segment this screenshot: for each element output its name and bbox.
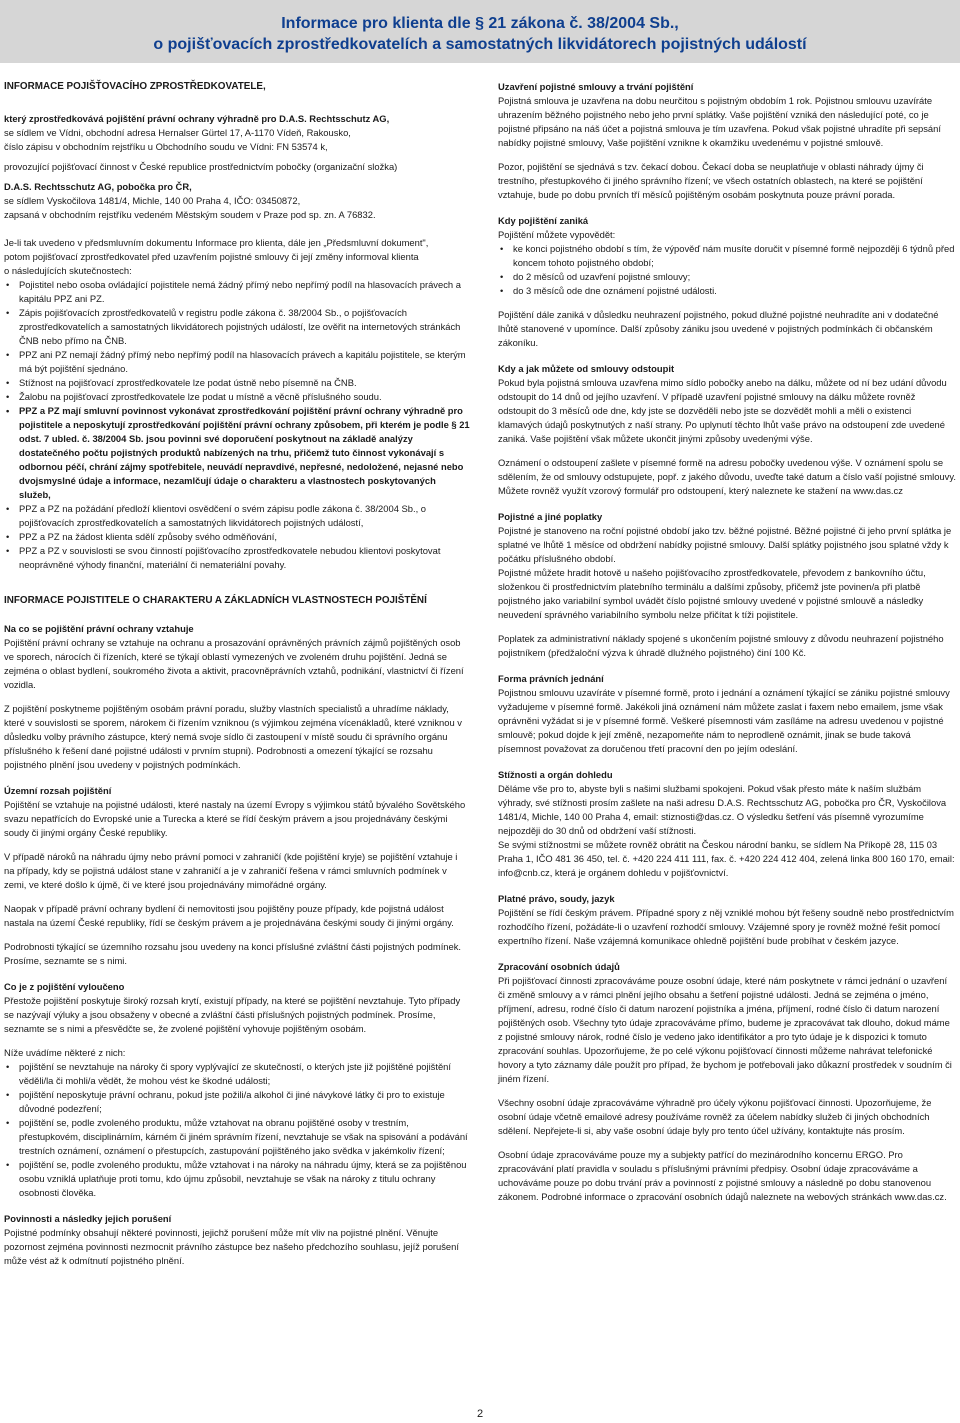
intro-line: Je-li tak uvedeno v předsmluvním dokumentu Informace pro klienta, dále jen „Předsmluvní dokument",	[4, 237, 429, 248]
paragraph: Oznámení o odstoupení zašlete v písemné formě na adresu pobočky uvedenou výše. V oznámení spolu se sdělením, že od smlouvy odstupujete, popř. z jakého důvodu, uveďte také datum a číslo vaší pojistné smlouvy. Můžete rovněž využít vzorový formulář pro odstoupení, který naleznete ke stažení na www.das.cz	[498, 457, 956, 496]
paragraph: Pojistné můžete hradit hotově u našeho pojišťovacího zprostředkovatele, převodem z bankovního účtu, složenkou či prostřednictvím platebního terminálu a dalšími způsoby, přičemž jste povinen/a při platbě pojistného jako variabilní symbol uvádět číslo pojistné smlouvy uvedené v pojistné smlouvě a následky neuvedení správného variabilního symbolu nelze přičítat k tíži pojistitele.	[498, 567, 926, 620]
policy-heading: INFORMACE POJISTITELE O CHARAKTERU A ZÁKLADNÍCH VLASTNOSTECH POJIŠTĚNÍ	[4, 595, 427, 606]
what-heading: Na co se pojištění právní ochrany vztahuje	[4, 623, 194, 634]
insurer-line: provozující pojišťovací činnost v České republice prostřednictvím pobočky (organizační složka)	[4, 161, 398, 172]
paragraph: V případě nároků na náhradu újmy nebo právní pomoci v zahraničí (kde pojištění kryje) se pojištění vztahuje i na případy, kdy se pojistná událost stane v zahraničí a je v zahraničí řešena v rámci smluvních podmínek v zemi, ve které došlo k újmě, či ve které jsou projednávány mimořádné orgány.	[4, 851, 458, 890]
list-item: • Pojistitel nebo osoba ovládající pojistitele nemá žádný přímý nebo nepřímý podíl na hlasovacích právech a kapitálu PPZ ani PZ.	[4, 278, 470, 306]
paragraph: Pojistná smlouva je uzavřena na dobu neurčitou s pojistným obdobím 1 rok. Pojistnou smlouvu uzavíráte uhrazením běžného pojistného nebo jeho první splátky. Vaše pojištění vzniká den následující poté, co je pojistné připsáno na náš účet a pojistná smlouva je tím uzavřena. Pokud však pojistné uhradíte při sepsání nabídky pojistné smlouvy, Vaše pojištění vznikne k okamžiku uvedenému v pojistné smlouvě.	[498, 95, 941, 148]
complaints-heading: Stížnosti a orgán dohledu	[498, 769, 613, 780]
list-item: • PPZ a PZ na žádost klienta sdělí způsoby svého odměňování,	[4, 530, 470, 544]
paragraph: Přestože pojištění poskytuje široký rozsah krytí, existují případy, na které se pojištění nevztahuje. Tyto případy se nazývají výluky a jsou obsaženy v obecné a zvláštní části příslušných pojistných podmínek. Prosíme, seznamte se s nimi a přesvědčte se, že zvolené pojištění vyhovuje pojištěným osobám.	[4, 995, 461, 1034]
paragraph: Pozor, pojištění se sjednává s tzv. čekací dobou. Čekací doba se neuplatňuje v oblasti náhrady újmy či trestního, přestupkového či jiného správního řízení; ve všech ostatních oblastech, na které se pojištění vztahuje, bude po dobu prvních tří měsíců pojištěným osobám poskytnuta pouze právní porada.	[498, 161, 924, 200]
list-item: • ke konci pojistného období s tím, že výpověď nám musíte doručit v písemné formě nejpozději 6 týdnů před koncem tohoto pojistného období;	[498, 242, 956, 270]
insurer-subheading: který zprostředkovává pojištění právní ochrany výhradně pro D.A.S. Rechtsschutz AG,	[4, 113, 390, 124]
document-title-line2: o pojišťovacích zprostředkovatelích a samostatných likvidátorech pojistných událostí	[153, 36, 807, 53]
left-column	[4, 80, 470, 1268]
paragraph: Pojistné je stanoveno na roční pojistné období jako tzv. běžné pojistné. Běžné pojistné či jeho první splátka je splatné ve lhůtě 1 měsíce od obdržení nabídky pojistné smlouvy. Další splátky pojistného jsou splatné vždy k počátku příslušného období.	[498, 525, 952, 564]
paragraph: Podrobnosti týkající se územního rozsahu jsou uvedeny na konci příslušné zvláštní části pojistných podmínek. Prosíme, seznamte se s nimi.	[4, 941, 462, 966]
end-heading: Kdy pojištění zaniká	[498, 215, 589, 226]
list-item: • pojištění se nevztahuje na nároky či spory vyplývající ze skutečností, o kterých jste již pojištěné pojištění věděli/la či mohli/a vědět, že mohou vést ke škodné události;	[4, 1060, 470, 1088]
examples-intro: Níže uvádíme některé z nich:	[4, 1047, 126, 1058]
excluded-heading: Co je z pojištění vyloučeno	[4, 981, 125, 992]
paragraph: Pojištění dále zaniká v důsledku neuhrazení pojistného, pokud dlužné pojistné neuhradíte ani v dodatečné lhůtě stanovené v upomínce. Další způsoby zániku jsou uvedené v pojistných podmínkách či občanském zákoníku.	[498, 309, 939, 348]
end-list	[498, 242, 956, 298]
list-item: • do 2 měsíců od uzavření pojistné smlouvy;	[498, 270, 956, 284]
examples-list	[4, 1060, 470, 1200]
list-item: • Stížnost na pojišťovací zprostředkovatele lze podat ústně nebo písemně na ČNB.	[4, 376, 470, 390]
paragraph: Z pojištění poskytneme pojištěným osobám právní poradu, služby vlastních specialistů a uhradíme náklady, které v souvislosti se sporem, nárokem či řízením vzniknou (s výjimkou zejména vícenákladů, které vzniknou v důsledku volby právního zástupce, který nemá svoje sídlo či zastoupení v místě soudu či správního orgánu příslušného k řešení dané pojistné události v prvním stupni). Podrobnosti a omezení týkající se rozsahu pojistného plnění jsou uvedeny v pojistných podmínkách.	[4, 703, 462, 770]
paragraph: Pojištění se vztahuje na pojistné události, které nastaly na území Evropy s výjimkou států bývalého Sovětského svazu nepatřících do Evropské unie a Turecka a které se řídí českým právem a jsou projednávány českými soudy či jinými orgány České republiky.	[4, 799, 466, 838]
list-item: • pojištění se, podle zvoleného produktu, může vztahovat na obranu pojištěné osoby v trestním, přestupkovém, disciplinárním, kárném či jiném správním řízení, nevztahuje se však na spisování a podávání trestních oznámení, oznámení o přestupcích, zastupování pojištěného jako svědka v jakémkoliv řízení;	[4, 1116, 470, 1158]
right-column	[498, 80, 956, 1204]
law-heading: Platné právo, soudy, jazyk	[498, 893, 615, 904]
branch-line: zapsaná v obchodním rejstříku vedeném Městským soudem v Praze pod sp. zn. A 76832.	[4, 209, 376, 220]
paragraph: Při pojišťovací činnosti zpracováváme pouze osobní údaje, které nám poskytnete v rámci jednání o uzavření či změně smlouvy a v rámci plnění jejího obsahu a šetření pojistné události. Jedná se zejména o jméno, příjmení, adresu, rodné číslo či datum narození pojistníka a jména, příjmení, rodné číslo či datum narození pojištěných osob. Všechny tyto údaje zpracováváme přímo, budeme je zpracovávat tak dlouho, dokud máme z pojistné smlouvy nárok, rodné číslo je vedeno jako identifikátor a pro tyto údaje je k dispozici k tomuto zpracování souhlas. Upozorňujeme, že po celé výkonu pojišťovací činnosti můžeme nahrávat telefonické hovory a tyto záznamy dále použít pro případ, že bychom je potřebovali jako důkazní prostředek v soudním či jiném řízení.	[498, 975, 952, 1084]
premium-heading: Pojistné a jiné poplatky	[498, 511, 603, 522]
paragraph: Pojistnou smlouvu uzavíráte v písemné formě, proto i jednání a oznámení týkající se zániku pojistné smlouvy vyžadujeme v písemné formě. Jakékoli jiná oznámení nám můžete zaslat i faxem nebo emailem, jsme však oprávněni vyžádat si je v písemné formě. Veškeré písemnosti vám zasíláme na adresu uvedenou v pojistné smlouvě; pokud dojde k její změně, nezapomeňte nám to neprodleně oznámit, jinak se bude taková písemnost považovat za doručenou třetí pracovní den po jejím odeslání.	[498, 687, 950, 754]
withdraw-heading: Kdy a jak můžete od smlouvy odstoupit	[498, 363, 675, 374]
territory-heading: Územní rozsah pojištění	[4, 785, 112, 796]
list-item: • Zápis pojišťovacích zprostředkovatelů v registru podle zákona č. 38/2004 Sb., o pojišťovacích zprostředkovatelích a samostatných likvidátorech pojistných událostí, lze ověřit na internetových stránkách ČNB nebo přímo na ČNB.	[4, 306, 470, 348]
insurer-line: číslo zápisu v obchodním rejstříku u Obchodního soudu ve Vídni: FN 53574 k,	[4, 141, 328, 152]
list-item: • pojištění neposkytuje právní ochranu, pokud jste požili/a alkohol či jiné návykové látky či pro to existuje důvodné podezření;	[4, 1088, 470, 1116]
list-item: • PPZ ani PZ nemají žádný přímý nebo nepřímý podíl na hlasovacích právech a kapitálu pojistitele, se kterým má být pojištění sjednáno.	[4, 348, 470, 376]
list-item: • do 3 měsíců ode dne oznámení pojistné události.	[498, 284, 956, 298]
list-item: • PPZ a PZ v souvislosti se svou činností pojišťovacího zprostředkovatele nebudou klientovi poskytovat neoprávněné výhody finanční, materiální či nemateriální povahy.	[4, 544, 470, 572]
form-heading: Forma právních jednání	[498, 673, 604, 684]
paragraph: Pojištění právní ochrany se vztahuje na ochranu a prosazování oprávněných právních zájmů pojištěných osob ve sporech, nárocích či řízeních, které se týkají oblastí vymezených ve zvoleném druhu pojištění. Jedná se zejména o oblast bydlení, soukromého života a aktivit, pracovněprávních vztahů, podnikání, vlastnictví či řízení vozidla.	[4, 637, 464, 690]
intro-line: o následujících skutečnostech:	[4, 265, 132, 276]
branch-line: se sídlem Vyskočilova 1481/4, Michle, 140 00 Praha 4, IČO: 03450872,	[4, 195, 301, 206]
paragraph: Pojistné podmínky obsahují některé povinnosti, jejichž porušení může mít vliv na pojistné plnění. Věnujte pozornost zejména povinnosti nezmocnit právního zástupce bez našeho předchozího souhlasu, jejíž porušení může vést až k odmítnutí pojistného plnění.	[4, 1227, 459, 1266]
intro-line: potom pojišťovací zprostředkovatel před uzavřením pojistné smlouvy či její změny informoval klienta	[4, 251, 419, 262]
paragraph: Naopak v případě právní ochrany bydlení či nemovitosti jsou pojištěny pouze případy, kde pojistná událost nastala na území České republiky, řídí se českým právem a je projednávána českými soudy či jinými orgány.	[4, 903, 454, 928]
facts-list	[4, 278, 470, 572]
list-item: • pojištění se, podle zvoleného produktu, může vztahovat i na nároky na náhradu újmy, která se za pojištěnou osobu vzniklá uplatňuje proti tomu, kdo újmu způsobil, nevztahuje se však na nároky z titulu ochrany osobnosti člověka.	[4, 1158, 470, 1200]
privacy-heading: Zpracování osobních údajů	[498, 961, 620, 972]
list-item: • Žalobu na pojišťovací zprostředkovatele lze podat u místně a věcně příslušného soudu.	[4, 390, 470, 404]
page-number: 2	[476, 1408, 484, 1420]
paragraph: Se svými stížnostmi se můžete rovněž obrátit na Českou národní banku, se sídlem Na Příkopě 28, 115 03 Praha 1, IČO 481 36 450, tel. č. +420 224 411 111, fax. č. +420 224 412 404, zelená linka 800 160 170, email: info@cnb.cz, která je orgánem dohledu v pojišťovnictví.	[498, 839, 955, 878]
list-item: • PPZ a PZ mají smluvní povinnost vykonávat zprostředkování pojištění právní ochrany výhradně pro pojistitele a neposkytují zprostředkování pojištění právní ochrany způsobem, při kterém je podle § 21 odst. 7 ubled. č. 38/2004 Sb. jsou povinni své doporučení poskytnout na základě analýzy dostatečného počtu pojistných produktů nabízených na trhu, přičemž tuto činnost vykonávají s odbornou péčí, chrání zájmy spotřebitele, neuvádí nepravdivé, nepřesné, nedoložené, nejasné nebo dvojsmyslné údaje a informace, nezamlčují údaje o charakteru a vlastnostech poskytovaných služeb,	[4, 404, 470, 502]
insurer-line: se sídlem ve Vídni, obchodní adresa Hernalser Gürtel 17, A-1170 Vídeň, Rakousko,	[4, 127, 351, 138]
list-item: • PPZ a PZ na požádání předloží klientovi osvědčení o svém zápisu podle zákona č. 38/2004 Sb., o pojišťovacích zprostředkovatelích a samostatných likvidátorech pojistných událostí,	[4, 502, 470, 530]
paragraph: Poplatek za administrativní náklady spojené s ukončením pojistné smlouvy z důvodu neuhrazení pojistného pojistníkem (předžaloční výzva k úhradě dlužného pojistného) činí 100 Kč.	[498, 633, 944, 658]
paragraph: Všechny osobní údaje zpracováváme výhradně pro účely výkonu pojišťovací činnosti. Upozorňujeme, že osobní údaje včetně emailové adresy používáme rovněž za účelem nabídky služeb či jiných obchodních sdělení. Nepřejete-li si, aby vaše osobní údaje byly pro tento účel užívány, kontaktujte nás prosím.	[498, 1097, 932, 1136]
end-intro: Pojištění můžete vypovědět:	[498, 229, 616, 240]
paragraph: Děláme vše pro to, abyste byli s našimi službami spokojeni. Pokud však přesto máte k naším službám výhrady, své stížnosti prosím zašlete na naši adresu D.A.S. Rechtsschutz AG, pobočka pro ČR, Vyskočilova 1481/4, Michle, 140 00 Praha 4, email: stiznosti@das.cz. O výsledku šetření vás písemně vyrozumíme nejpozději do 30 dnů od obdržení vaší stížnosti.	[498, 783, 947, 836]
term-heading: Uzavření pojistné smlouvy a trvání pojištění	[498, 81, 694, 92]
obligations-heading: Povinnosti a následky jejich porušení	[4, 1213, 172, 1224]
paragraph: Pokud byla pojistná smlouva uzavřena mimo sídlo pobočky anebo na dálku, můžete od ní bez udání důvodu odstoupit do 14 dnů od jejího uzavření. V případě uzavření pojistné smlouvy na dálku můžete rovněž odstoupit do 3 měsíců ode dne, kdy jste se dozvěděli nebo jste se dozvědět mohli a měli o existenci klamavých údajů poskytnutých z naší strany. Po uplynutí těchto lhůt vaše právo na odstoupení zde uvedené zaniká. Vaše pojištění však můžete ukončit jinými způsoby uvedenými výše.	[498, 377, 947, 444]
insurer-heading: INFORMACE POJIŠŤOVACÍHO ZPROSTŘEDKOVATELE,	[4, 81, 266, 92]
document-title-line1: Informace pro klienta dle § 21 zákona č. 38/2004 Sb.,	[281, 15, 679, 32]
paragraph: Pojištění se řídí českým právem. Případné spory z něj vzniklé mohou být řešeny soudně nebo prostřednictvím rozhodčího řízení, požádáte-li o uzavření rozhodčí smlouvy. Vzájemné spory je rovněž možné řešit pomocí expertního řízení. Naše vzájemná komunikace ohledně pojištění bude probíhat v českém jazyce.	[498, 907, 954, 946]
branch-heading: D.A.S. Rechtsschutz AG, pobočka pro ČR,	[4, 181, 192, 192]
header-band	[0, 0, 960, 63]
paragraph: Osobní údaje zpracováváme pouze my a subjekty patřící do mezinárodního koncernu ERGO. Pro zpracovávání platí pravidla v souladu s příslušnými právními předpisy. Osobní údaje zpracováváme a uchováváme pouze po dobu trvání práv a povinností z pojistné smlouvy a následně po dobu stanovenou zákonem. Podrobné informace o zpracování osobních údajů naleznete na webových stránkách www.das.cz.	[498, 1149, 947, 1202]
